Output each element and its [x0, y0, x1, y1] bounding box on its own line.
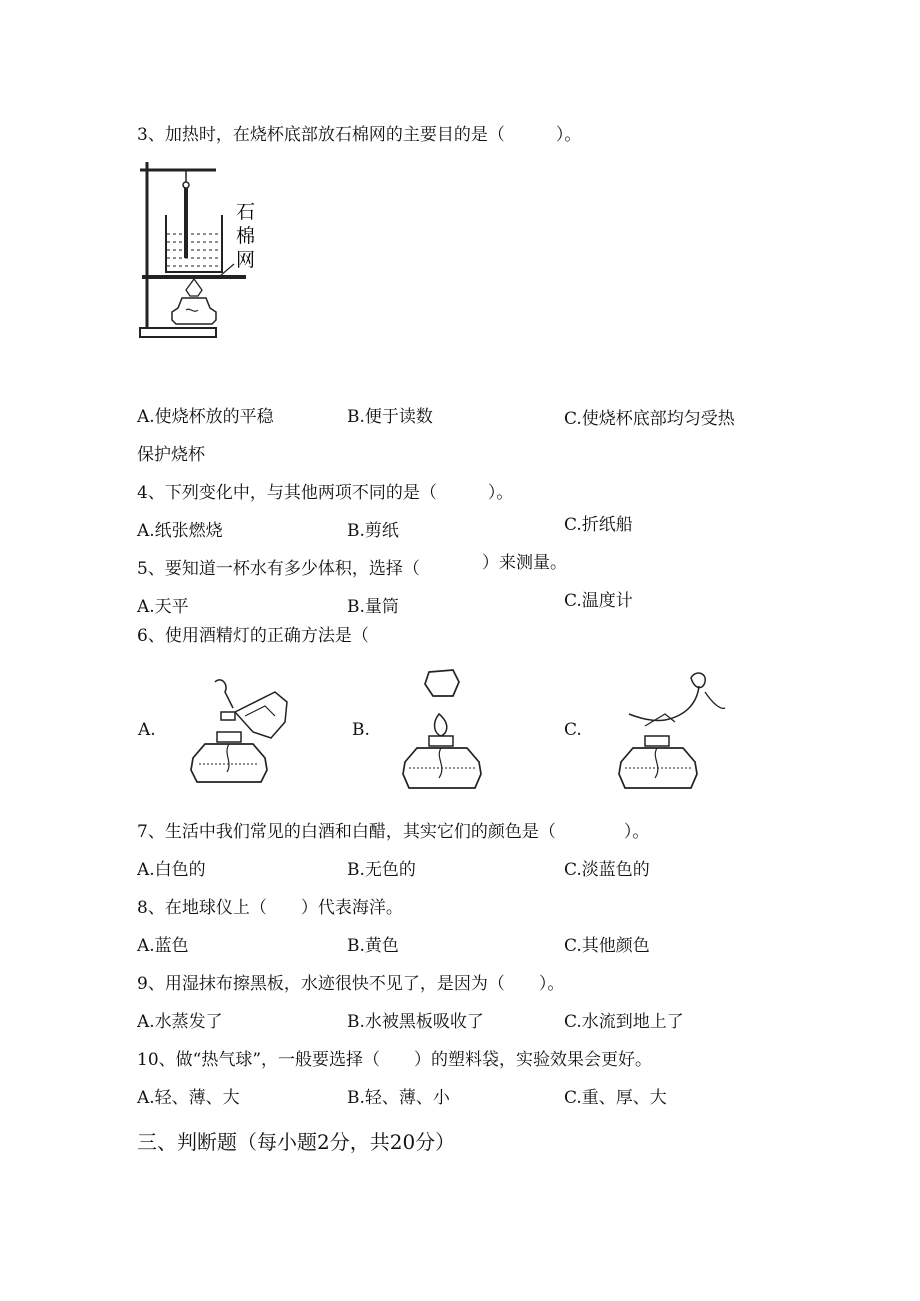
q7-option-b[interactable]: B.无色的	[347, 860, 416, 880]
q6-option-a[interactable]: A.	[138, 720, 156, 740]
q8-option-b[interactable]: B.黄色	[347, 936, 399, 956]
q9-option-b[interactable]: B.水被黑板吸收了	[347, 1012, 484, 1032]
q5-stem-part2: ）来测量。	[482, 553, 567, 573]
alcohol-lamp-b-image	[395, 662, 495, 802]
q7-option-a[interactable]: A.白色的	[137, 860, 206, 880]
q5-option-a[interactable]: A.天平	[137, 597, 189, 617]
asbestos-gauze-apparatus-figure	[136, 158, 276, 348]
q6-stem: 6、使用酒精灯的正确方法是（	[137, 626, 369, 646]
q3-option-c[interactable]: C.使烧杯底部均匀受热	[564, 409, 735, 429]
q5-stem-part1: 5、要知道一杯水有多少体积，选择（	[137, 559, 420, 579]
q3-option-b[interactable]: B.便于读数	[347, 407, 433, 427]
q10-option-c[interactable]: C.重、厚、大	[564, 1088, 667, 1108]
alcohol-lamp-a-image	[175, 672, 305, 802]
q3-stem: 3、加热时，在烧杯底部放石棉网的主要目的是（ ）。	[137, 125, 582, 145]
section-3-title: 三、判断题（每小题2分，共20分）	[137, 1130, 456, 1154]
q8-option-a[interactable]: A.蓝色	[137, 936, 189, 956]
q8-stem: 8、在地球仪上（ ）代表海洋。	[137, 898, 403, 918]
q4-option-b[interactable]: B.剪纸	[347, 521, 399, 541]
q4-stem: 4、下列变化中，与其他两项不同的是（ ）。	[137, 483, 514, 503]
asbestos-gauze-label-2: 棉	[236, 225, 256, 247]
q6-option-c[interactable]: C.	[564, 720, 582, 740]
asbestos-gauze-label-3: 网	[236, 249, 256, 271]
q7-option-c[interactable]: C.淡蓝色的	[564, 860, 650, 880]
q7-stem: 7、生活中我们常见的白酒和白醋，其实它们的颜色是（ ）。	[137, 822, 650, 842]
q10-option-a[interactable]: A.轻、薄、大	[137, 1088, 240, 1108]
q10-stem: 10、做“热气球”，一般要选择（ ）的塑料袋，实验效果会更好。	[137, 1050, 653, 1070]
q6-stem-cropped	[137, 626, 437, 646]
q5-option-b[interactable]: B.量筒	[347, 597, 399, 617]
q4-option-a[interactable]: A.纸张燃烧	[137, 521, 223, 541]
q10-option-b[interactable]: B.轻、薄、小	[347, 1088, 450, 1108]
q9-option-a[interactable]: A.水蒸发了	[137, 1012, 223, 1032]
q3-option-c-continued: 保护烧杯	[137, 445, 205, 465]
q4-option-c[interactable]: C.折纸船	[564, 515, 633, 535]
q8-option-c[interactable]: C.其他颜色	[564, 936, 650, 956]
q9-option-c[interactable]: C.水流到地上了	[564, 1012, 684, 1032]
asbestos-gauze-label-1: 石	[236, 201, 256, 223]
q5-option-c[interactable]: C.温度计	[564, 591, 633, 611]
alcohol-lamp-c-image	[605, 664, 735, 804]
q9-stem: 9、用湿抹布擦黑板，水迹很快不见了，是因为（ ）。	[137, 974, 565, 994]
q3-option-a[interactable]: A.使烧杯放的平稳	[137, 407, 274, 427]
q6-option-b[interactable]: B.	[352, 720, 370, 740]
